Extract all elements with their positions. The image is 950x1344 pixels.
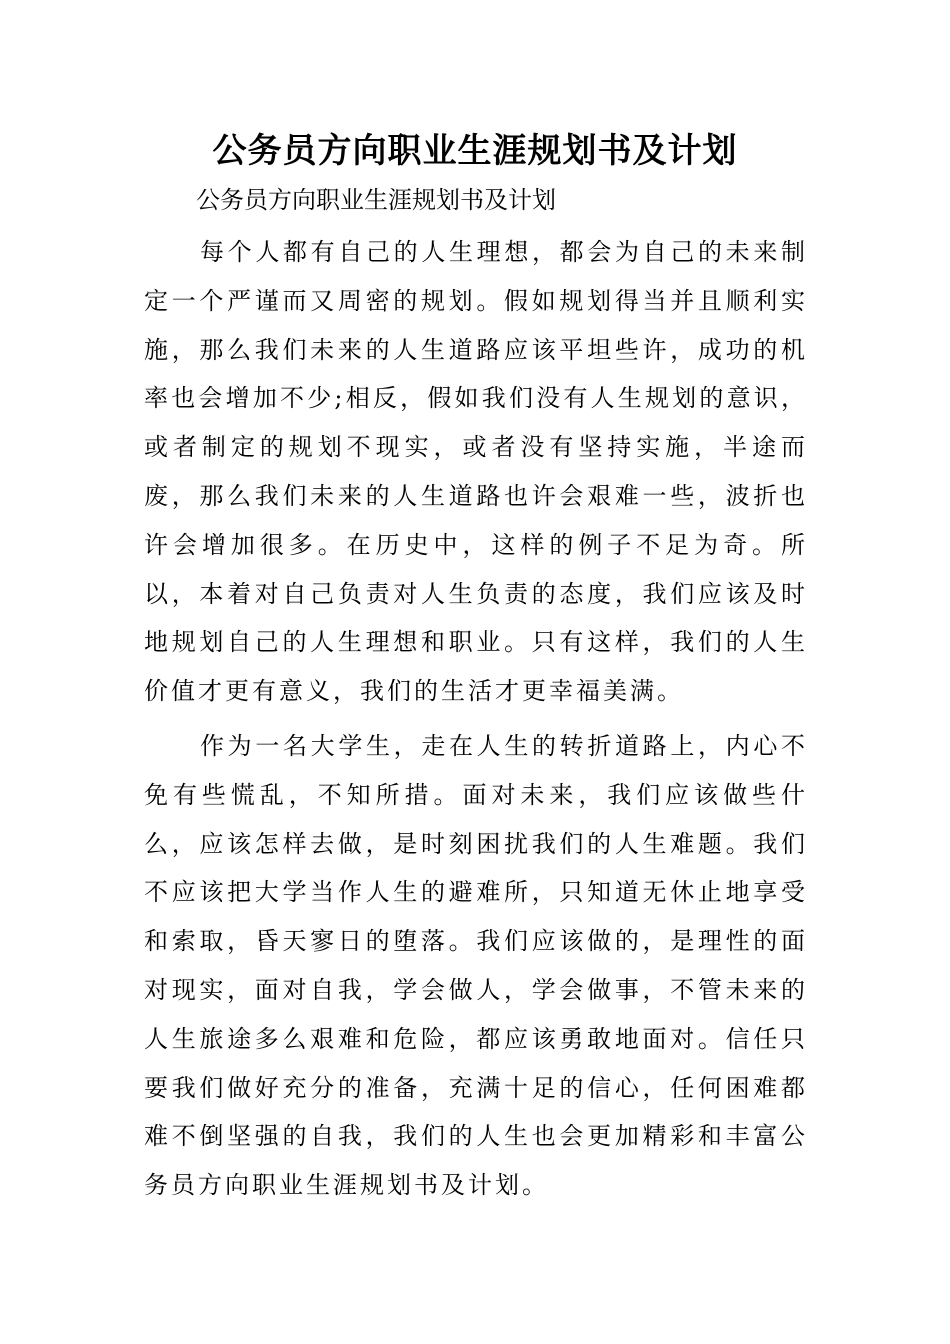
document-subtitle: 公务员方向职业生涯规划书及计划: [196, 186, 556, 214]
paragraph-1: 每个人都有自己的人生理想，都会为自己的未来制定一个严谨而又周密的规划。假如规划得当并且顺利实施，那么我们未来的人生道路应该平坦些许，成功的机率也会增加不少;相反，假如我们没有人生规划的意识，或者制定的规划不现实，或者没有坚持实施，半途而废，那么我们未来的人生道路也许会艰难一些，波折也许会增加很多。在历史中，这样的例子不足为奇。所以，本着对自己负责对人生负责的态度，我们应该及时地规划自己的人生理想和职业。只有这样，我们的人生价值才更有意义，我们的生活才更幸福美满。: [144, 238, 808, 706]
paragraph-2: 作为一名大学生，走在人生的转折道路上，内心不免有些慌乱，不知所措。面对未来，我们应该做些什么，应该怎样去做，是时刻困扰我们的人生难题。我们不应该把大学当作人生的避难所，只知道无休止地享受和索取，昏天寥日的堕落。我们应该做的，是理性的面对现实，面对自我，学会做人，学会做事，不管未来的人生旅途多么艰难和危险，都应该勇敢地面对。信任只要我们做好充分的准备，充满十足的信心，任何困难都难不倒坚强的自我，我们的人生也会更加精彩和丰富公务员方向职业生涯规划书及计划。: [144, 732, 808, 1200]
document-title: 公务员方向职业生涯规划书及计划: [212, 131, 738, 171]
